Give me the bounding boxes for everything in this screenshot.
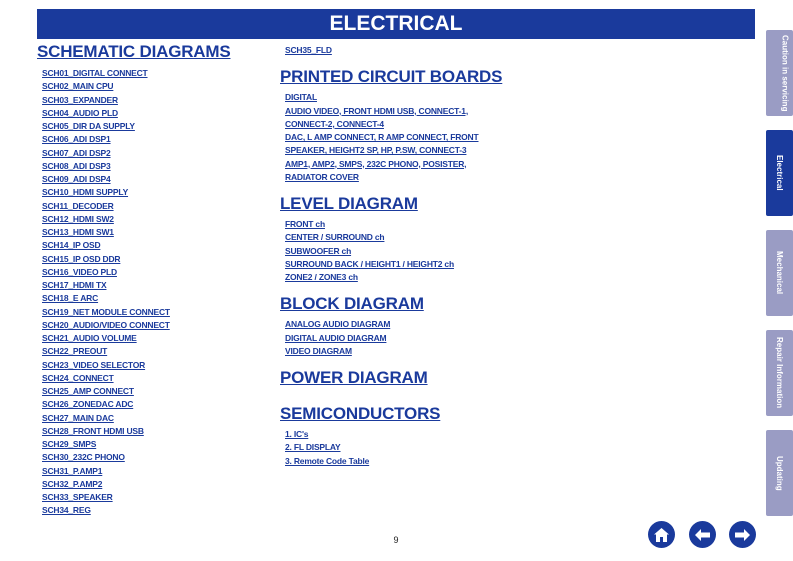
pcb-link[interactable]: AUDIO VIDEO, FRONT HDMI USB, CONNECT-1, <box>285 105 468 116</box>
list-item <box>285 116 510 129</box>
tab-label: Electrical <box>775 155 784 191</box>
schematic-link[interactable]: SCH13_HDMI SW1 <box>42 227 114 237</box>
schematic-section <box>37 42 277 516</box>
schematic-link[interactable]: SCH28_FRONT HDMI USB <box>42 425 144 436</box>
pcb-heading[interactable]: PRINTED CIRCUIT BOARDS <box>280 67 503 87</box>
schematic-link[interactable]: SCH31_P.AMP1 <box>42 465 103 476</box>
tab-electrical[interactable] <box>766 130 793 216</box>
pcb-link[interactable]: SPEAKER, HEIGHT2 SP, HP, P.SW, CONNECT-3 <box>285 145 467 156</box>
level-list <box>280 216 510 282</box>
list-item <box>285 426 510 439</box>
list-item <box>285 316 510 329</box>
list-item <box>42 383 277 396</box>
schematic-link[interactable]: SCH06_ADI DSP1 <box>42 134 111 145</box>
list-item <box>42 449 277 462</box>
list-item <box>285 256 510 269</box>
block-heading[interactable]: BLOCK DIAGRAM <box>280 294 424 314</box>
list-item <box>42 105 277 118</box>
tab-repair-information[interactable] <box>766 330 793 416</box>
semi-link[interactable]: 3. Remote Code Table <box>285 455 370 466</box>
list-item <box>285 439 510 452</box>
schematic-link[interactable]: SCH08_ADI DSP3 <box>42 160 111 171</box>
schematic-link[interactable]: SCH12_HDMI SW2 <box>42 213 114 224</box>
list-item <box>42 343 277 356</box>
list-item <box>42 410 277 423</box>
arrow-left-icon <box>694 528 711 542</box>
list-item <box>285 103 510 116</box>
semi-list <box>280 426 510 466</box>
list-item <box>42 463 277 476</box>
schematic-link[interactable]: SCH20_AUDIO/VIDEO CONNECT <box>42 319 170 330</box>
schematic-link[interactable]: SCH25_AMP CONNECT <box>42 386 134 396</box>
list-item <box>42 78 277 91</box>
right-column <box>280 42 510 466</box>
list-item <box>42 476 277 489</box>
schematic-link[interactable]: SCH04_AUDIO PLD <box>42 107 118 118</box>
pcb-link[interactable]: CONNECT-2, CONNECT-4 <box>285 118 384 129</box>
home-button[interactable] <box>648 521 675 548</box>
schematic-link[interactable]: SCH21_AUDIO VOLUME <box>42 333 137 343</box>
list-item <box>42 131 277 144</box>
schematic-link[interactable]: SCH05_DIR DA SUPPLY <box>42 121 135 131</box>
schematic-link[interactable]: SCH23_VIDEO SELECTOR <box>42 359 146 370</box>
tab-caution-in-servicing[interactable] <box>766 30 793 116</box>
schematic-link[interactable]: SCH02_MAIN CPU <box>42 81 114 92</box>
tab-updating[interactable] <box>766 430 793 516</box>
list-item <box>42 290 277 303</box>
tab-label: Caution in servicing <box>780 34 790 112</box>
level-link[interactable]: ZONE2 / ZONE3 ch <box>285 272 358 282</box>
schematic-link[interactable]: SCH26_ZONEDAC ADC <box>42 399 134 410</box>
list-item <box>42 198 277 211</box>
arrow-right-icon <box>734 528 751 542</box>
schematic-continued-list <box>280 42 510 55</box>
level-link[interactable]: FRONT ch <box>285 219 325 229</box>
level-link[interactable]: SUBWOOFER ch <box>285 245 352 256</box>
list-item <box>42 489 277 502</box>
list-item <box>42 330 277 343</box>
list-item <box>285 42 510 55</box>
schematic-list <box>37 65 277 516</box>
level-link[interactable]: SURROUND BACK / HEIGHT1 / HEIGHT2 ch <box>285 258 454 269</box>
pcb-link[interactable]: DAC, L AMP CONNECT, R AMP CONNECT, FRONT <box>285 132 479 142</box>
schematic-link[interactable]: SCH01_DIGITAL CONNECT <box>42 68 148 78</box>
list-item <box>285 269 510 282</box>
list-item <box>42 317 277 330</box>
level-link[interactable]: CENTER / SURROUND ch <box>285 232 385 243</box>
tab-label: Repair Information <box>775 337 784 409</box>
list-item <box>42 304 277 317</box>
power-section <box>280 368 510 388</box>
tab-label: Updating <box>775 455 784 491</box>
page-title: ELECTRICAL <box>37 9 755 39</box>
block-link[interactable]: DIGITAL AUDIO DIAGRAM <box>285 332 387 343</box>
list-item <box>285 216 510 229</box>
home-icon <box>653 527 670 543</box>
list-item <box>42 251 277 264</box>
schematic-link[interactable]: SCH09_ADI DSP4 <box>42 174 111 184</box>
list-item <box>42 277 277 290</box>
list-item <box>42 264 277 277</box>
schematic-link[interactable]: SCH18_E ARC <box>42 293 99 304</box>
list-item <box>285 343 510 356</box>
list-item <box>42 436 277 449</box>
block-list <box>280 316 510 356</box>
block-link[interactable]: ANALOG AUDIO DIAGRAM <box>285 319 391 330</box>
list-item <box>42 184 277 197</box>
semi-heading[interactable]: SEMICONDUCTORS <box>280 404 441 423</box>
schematic-link[interactable]: SCH33_SPEAKER <box>42 492 113 502</box>
schematic-link[interactable]: SCH34_REG <box>42 505 91 516</box>
list-item <box>42 171 277 184</box>
tab-mechanical[interactable] <box>766 230 793 316</box>
list-item <box>285 89 510 102</box>
list-item <box>42 370 277 383</box>
schematic-link[interactable]: SCH17_HDMI TX <box>42 280 107 290</box>
list-item <box>42 65 277 78</box>
schematic-link[interactable]: SCH19_NET MODULE CONNECT <box>42 306 170 317</box>
list-item <box>285 453 510 466</box>
forward-button[interactable] <box>729 521 756 548</box>
list-item <box>42 92 277 105</box>
list-item <box>285 129 510 142</box>
list-item <box>42 211 277 224</box>
schematic-link[interactable]: SCH14_IP OSD <box>42 240 101 251</box>
list-item <box>42 237 277 250</box>
list-item <box>285 156 510 169</box>
schematic-link[interactable]: SCH30_232C PHONO <box>42 452 125 463</box>
tab-label: Mechanical <box>775 251 784 295</box>
block-section <box>280 294 510 356</box>
list-item <box>42 145 277 158</box>
list-item <box>42 357 277 370</box>
pcb-link[interactable]: AMP1, AMP2, SMPS, 232C PHONO, POSISTER, <box>285 158 467 169</box>
schematic-link[interactable]: SCH11_DECODER <box>42 200 114 211</box>
schematic-link[interactable]: SCH35_FLD <box>285 45 332 55</box>
schematic-link[interactable]: SCH07_ADI DSP2 <box>42 147 111 158</box>
schematic-heading[interactable]: SCHEMATIC DIAGRAMS <box>37 42 231 61</box>
list-item <box>285 330 510 343</box>
list-item <box>42 118 277 131</box>
page-number: 9 <box>393 535 399 545</box>
schematic-link[interactable]: SCH27_MAIN DAC <box>42 412 114 423</box>
schematic-link[interactable]: SCH32_P.AMP2 <box>42 478 103 489</box>
semi-link[interactable]: 1. IC's <box>285 429 309 439</box>
schematic-link[interactable]: SCH24_CONNECT <box>42 372 114 383</box>
pcb-list <box>280 89 510 182</box>
list-item <box>285 169 510 182</box>
pcb-section <box>280 67 510 182</box>
back-button[interactable] <box>689 521 716 548</box>
list-item <box>42 158 277 171</box>
level-heading[interactable]: LEVEL DIAGRAM <box>280 194 418 213</box>
schematic-link[interactable]: SCH22_PREOUT <box>42 346 108 357</box>
list-item <box>285 142 510 155</box>
block-link[interactable]: VIDEO DIAGRAM <box>285 345 352 356</box>
schematic-link[interactable]: SCH10_HDMI SUPPLY <box>42 187 129 198</box>
schematic-link[interactable]: SCH15_IP OSD DDR <box>42 253 121 264</box>
list-item <box>42 423 277 436</box>
list-item <box>42 502 277 515</box>
semi-section <box>280 404 510 466</box>
pcb-link[interactable]: DIGITAL <box>285 92 317 103</box>
power-heading[interactable]: POWER DIAGRAM <box>280 368 428 387</box>
level-section <box>280 194 510 282</box>
list-item <box>42 224 277 237</box>
pcb-link[interactable]: RADIATOR COVER <box>285 171 359 182</box>
list-item <box>42 396 277 409</box>
schematic-link[interactable]: SCH29_SMPS <box>42 439 97 449</box>
semi-link[interactable]: 2. FL DISPLAY <box>285 442 341 453</box>
schematic-link[interactable]: SCH16_VIDEO PLD <box>42 266 117 277</box>
schematic-link[interactable]: SCH03_EXPANDER <box>42 94 118 105</box>
list-item <box>285 229 510 242</box>
list-item <box>285 243 510 256</box>
